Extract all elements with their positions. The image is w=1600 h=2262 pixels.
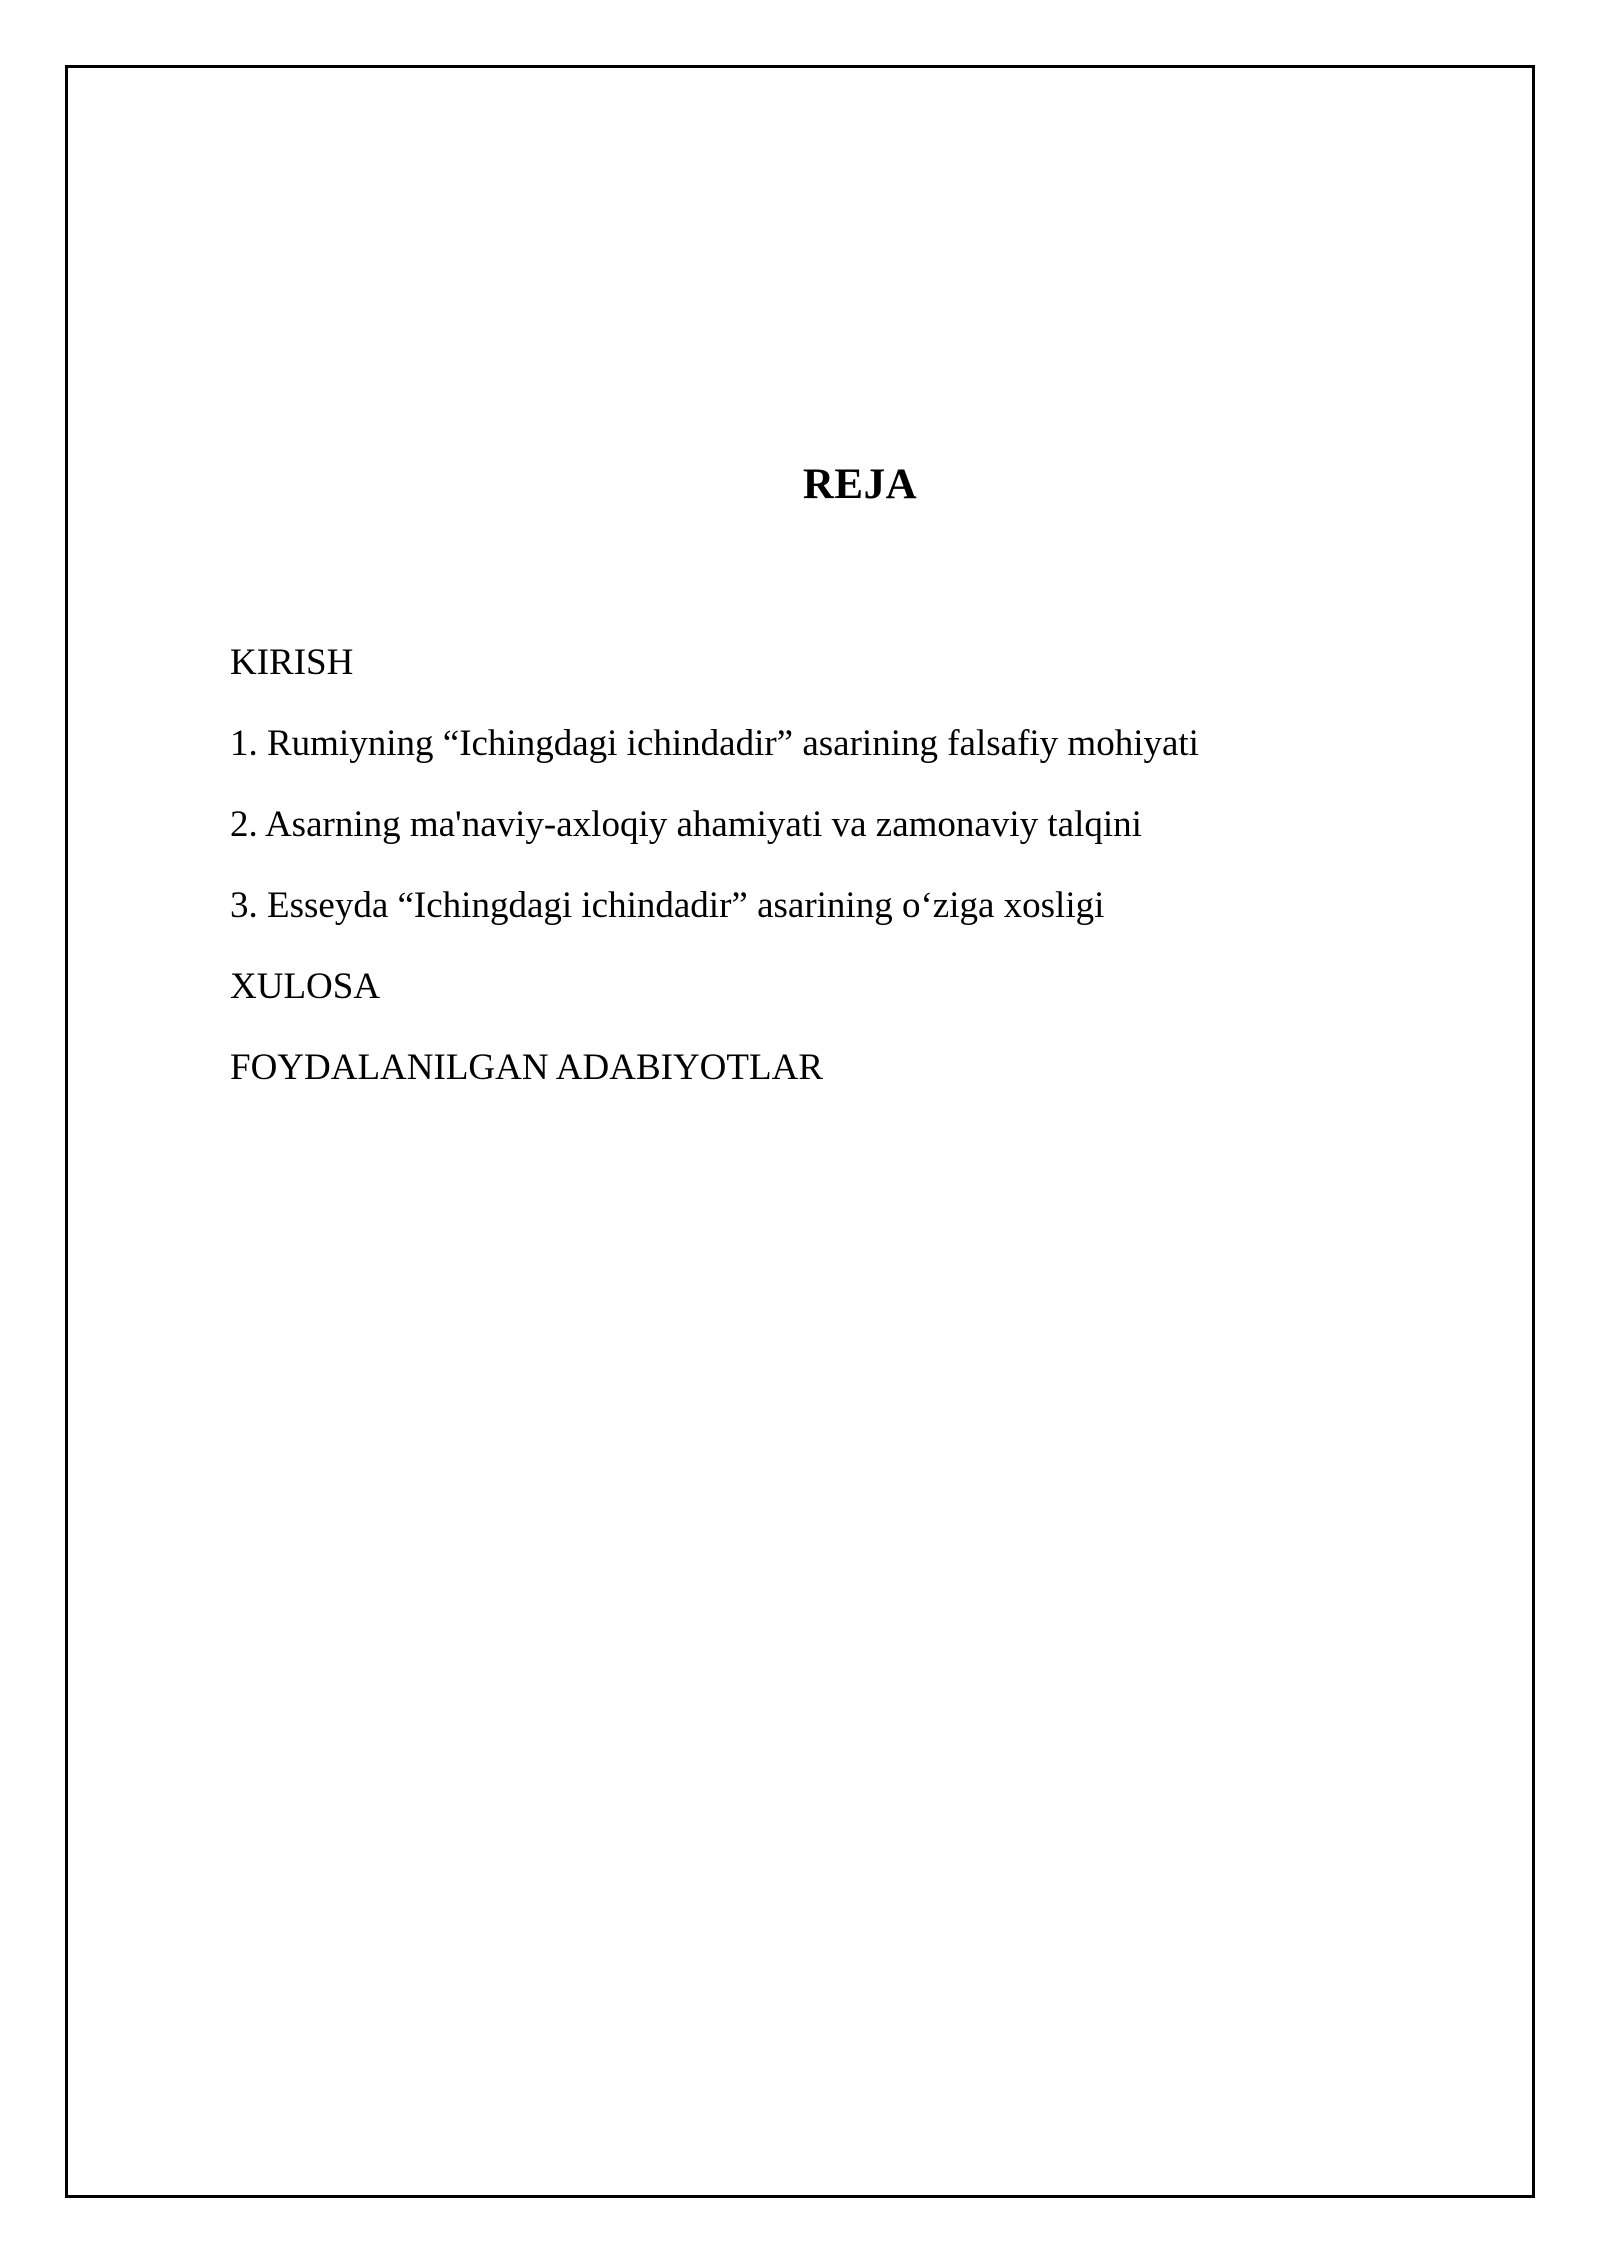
page-border	[65, 65, 1535, 2198]
toc-item-chapter-2: 2. Asarning ma'naviy-axloqiy ahamiyati va zamonaviy talqini	[230, 804, 1142, 845]
toc-item-chapter-1: 1. Rumiyning “Ichingdagi ichindadir” asarining falsafiy mohiyati	[230, 723, 1199, 764]
toc-item-introduction: KIRISH	[230, 642, 354, 683]
toc-item-references: FOYDALANILGAN ADABIYOTLAR	[230, 1047, 823, 1088]
table-of-contents	[230, 636, 1480, 1122]
toc-item-conclusion: XULOSA	[230, 966, 381, 1007]
toc-item-chapter-3: 3. Esseyda “Ichingdagi ichindadir” asarining o‘ziga xosligi	[230, 885, 1105, 926]
page-title: REJA	[802, 461, 918, 508]
